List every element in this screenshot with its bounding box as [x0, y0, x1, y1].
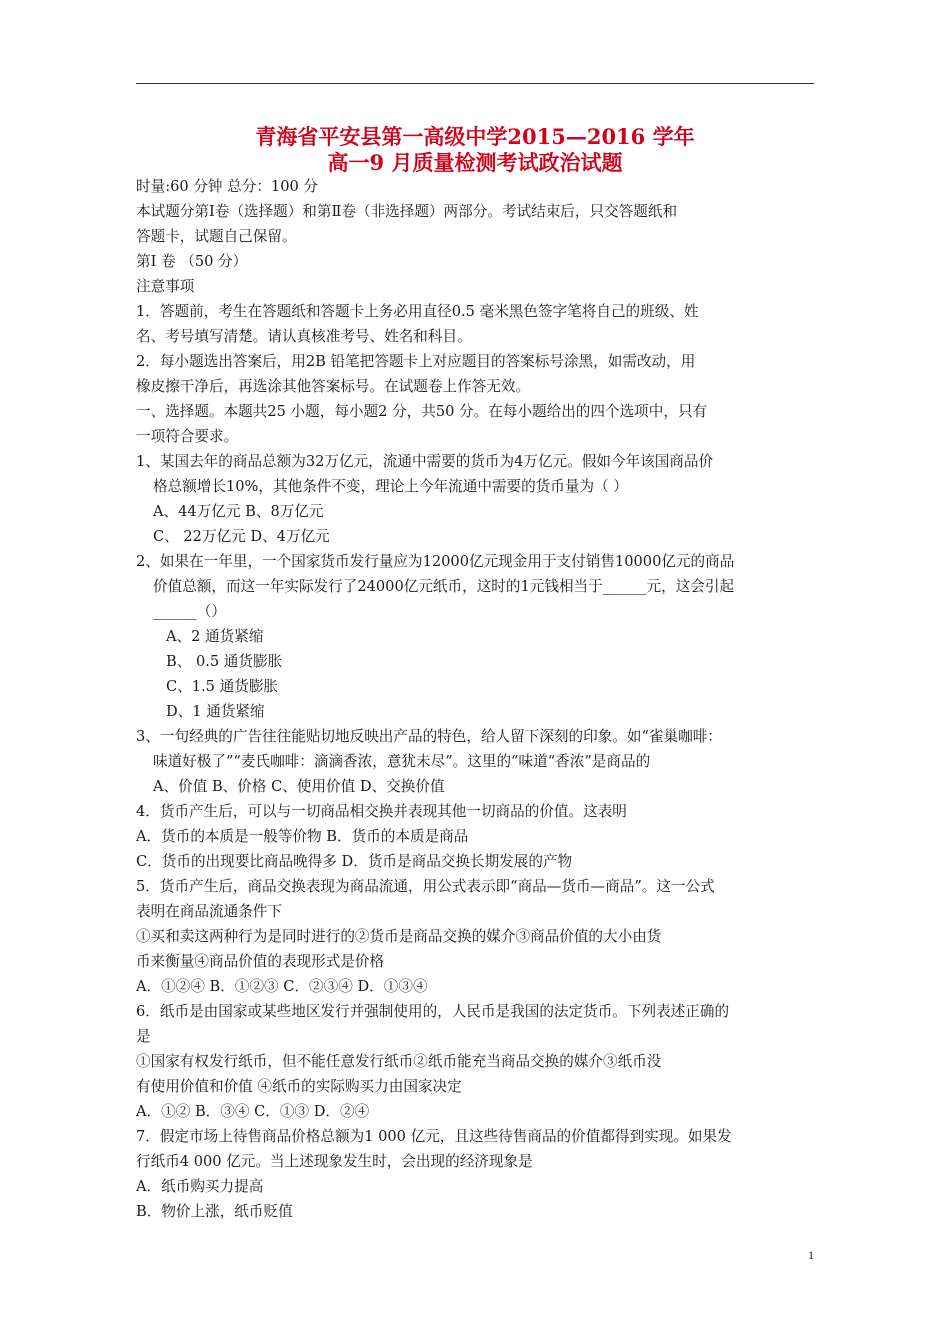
- text-line: A、价值 B、价格 C、使用价值 D、交换价值: [153, 778, 445, 795]
- text-line: B、 0.5 通货膨胀: [166, 653, 283, 670]
- text-line: 币来衡量④商品价值的表现形式是价格: [136, 953, 385, 970]
- text-line: A．①②④ B．①②③ C．②③④ D．①③④: [136, 978, 428, 995]
- text-line: B．物价上涨，纸币贬值: [136, 1203, 293, 1220]
- text-line: A．纸币购买力提高: [136, 1178, 264, 1195]
- text-line: 格总额增长10%，其他条件不变，理论上今年流通中需要的货币量为（ ）: [153, 478, 628, 495]
- text-line: 橡皮擦干净后，再选涂其他答案标号。在试题卷上作答无效。: [136, 378, 531, 395]
- text-line: 是: [136, 1028, 151, 1045]
- text-line: A．①② B．③④ C．①③ D．②④: [136, 1103, 370, 1120]
- text-line: 时量:60 分钟 总分：100 分: [136, 178, 319, 195]
- text-line: C、1.5 通货膨胀: [166, 678, 278, 695]
- text-line: 一、选择题。本题共25 小题，每小题2 分，共50 分。在每小题给出的四个选项中，只有: [136, 403, 708, 420]
- text-line: C．货币的出现要比商品晚得多 D．货币是商品交换长期发展的产物: [136, 853, 573, 870]
- text-line: 1．答题前，考生在答题纸和答题卡上务必用直径0.5 毫米黑色签字笔将自己的班级、姓: [136, 303, 699, 320]
- text-line: C、 22万亿元 D、4万亿元: [153, 528, 330, 545]
- text-line: 注意事项: [136, 278, 195, 295]
- text-line: 味道好极了”“麦氏咖啡：滴滴香浓，意犹未尽”。这里的“味道“香浓”是商品的: [153, 753, 651, 770]
- document-body: [136, 174, 826, 1224]
- text-line: 1、某国去年的商品总额为32万亿元，流通中需要的货币为4万亿元。假如今年该国商品价: [136, 453, 714, 470]
- text-line: 第I 卷 （50 分）: [136, 253, 248, 270]
- text-line: 价值总额，而这一年实际发行了24000亿元纸币，这时的1元钱相当于______元，这会引起: [153, 578, 735, 595]
- text-line: 5．货币产生后，商品交换表现为商品流通，用公式表示即“商品—货币—商品”。这一公式: [136, 878, 715, 895]
- text-line: A、2 通货紧缩: [166, 628, 264, 645]
- text-line: D、1 通货紧缩: [166, 703, 265, 720]
- text-line: ①国家有权发行纸币，但不能任意发行纸币②纸币能充当商品交换的媒介③纸币没: [136, 1053, 662, 1070]
- page-number: 1: [808, 1248, 814, 1262]
- text-line: 有使用价值和价值 ④纸币的实际购买力由国家决定: [136, 1078, 462, 1095]
- text-line: 2．每小题选出答案后，用2B 铅笔把答题卡上对应题目的答案标号涂黑，如需改动，用: [136, 353, 696, 370]
- text-line: ______（）: [153, 603, 226, 620]
- text-line: 3、一句经典的广告往往能贴切地反映出产品的特色，给人留下深刻的印象。如“雀巢咖啡：: [136, 728, 722, 745]
- title-line-1: 青海省平安县第一高级中学2015—2016 学年: [255, 124, 695, 149]
- text-line: 6．纸币是由国家或某些地区发行并强制使用的，人民币是我国的法定货币。下列表述正确的: [136, 1003, 730, 1020]
- text-line: A．货币的本质是一般等价物 B．货币的本质是商品: [136, 828, 469, 845]
- text-line: A、44万亿元 B、8万亿元: [153, 503, 324, 520]
- header-rule: [136, 83, 814, 84]
- text-line: 2、如果在一年里，一个国家货币发行量应为12000亿元现金用于支付销售10000亿元的商品: [136, 553, 735, 570]
- text-line: 行纸币4 000 亿元。当上述现象发生时，会出现的经济现象是: [136, 1153, 533, 1170]
- text-line: 一项符合要求。: [136, 428, 239, 445]
- text-line: ①买和卖这两种行为是同时进行的②货币是商品交换的媒介③商品价值的大小由货: [136, 928, 662, 945]
- text-line: 答题卡，试题自己保留。: [136, 228, 297, 245]
- text-line: 7．假定市场上待售商品价格总额为1 000 亿元，且这些待售商品的价值都得到实现。如果发: [136, 1128, 732, 1145]
- text-line: 4．货币产生后，可以与一切商品相交换并表现其他一切商品的价值。这表明: [136, 803, 627, 820]
- title-line-2: 高一9 月质量检测考试政治试题: [327, 150, 623, 175]
- text-line: 名、考号填写清楚。请认真核准考号、姓名和科目。: [136, 328, 472, 345]
- text-line: 表明在商品流通条件下: [136, 903, 282, 920]
- text-line: 本试题分第Ⅰ卷（选择题）和第Ⅱ卷（非选择题）两部分。考试结束后，只交答题纸和: [136, 203, 678, 220]
